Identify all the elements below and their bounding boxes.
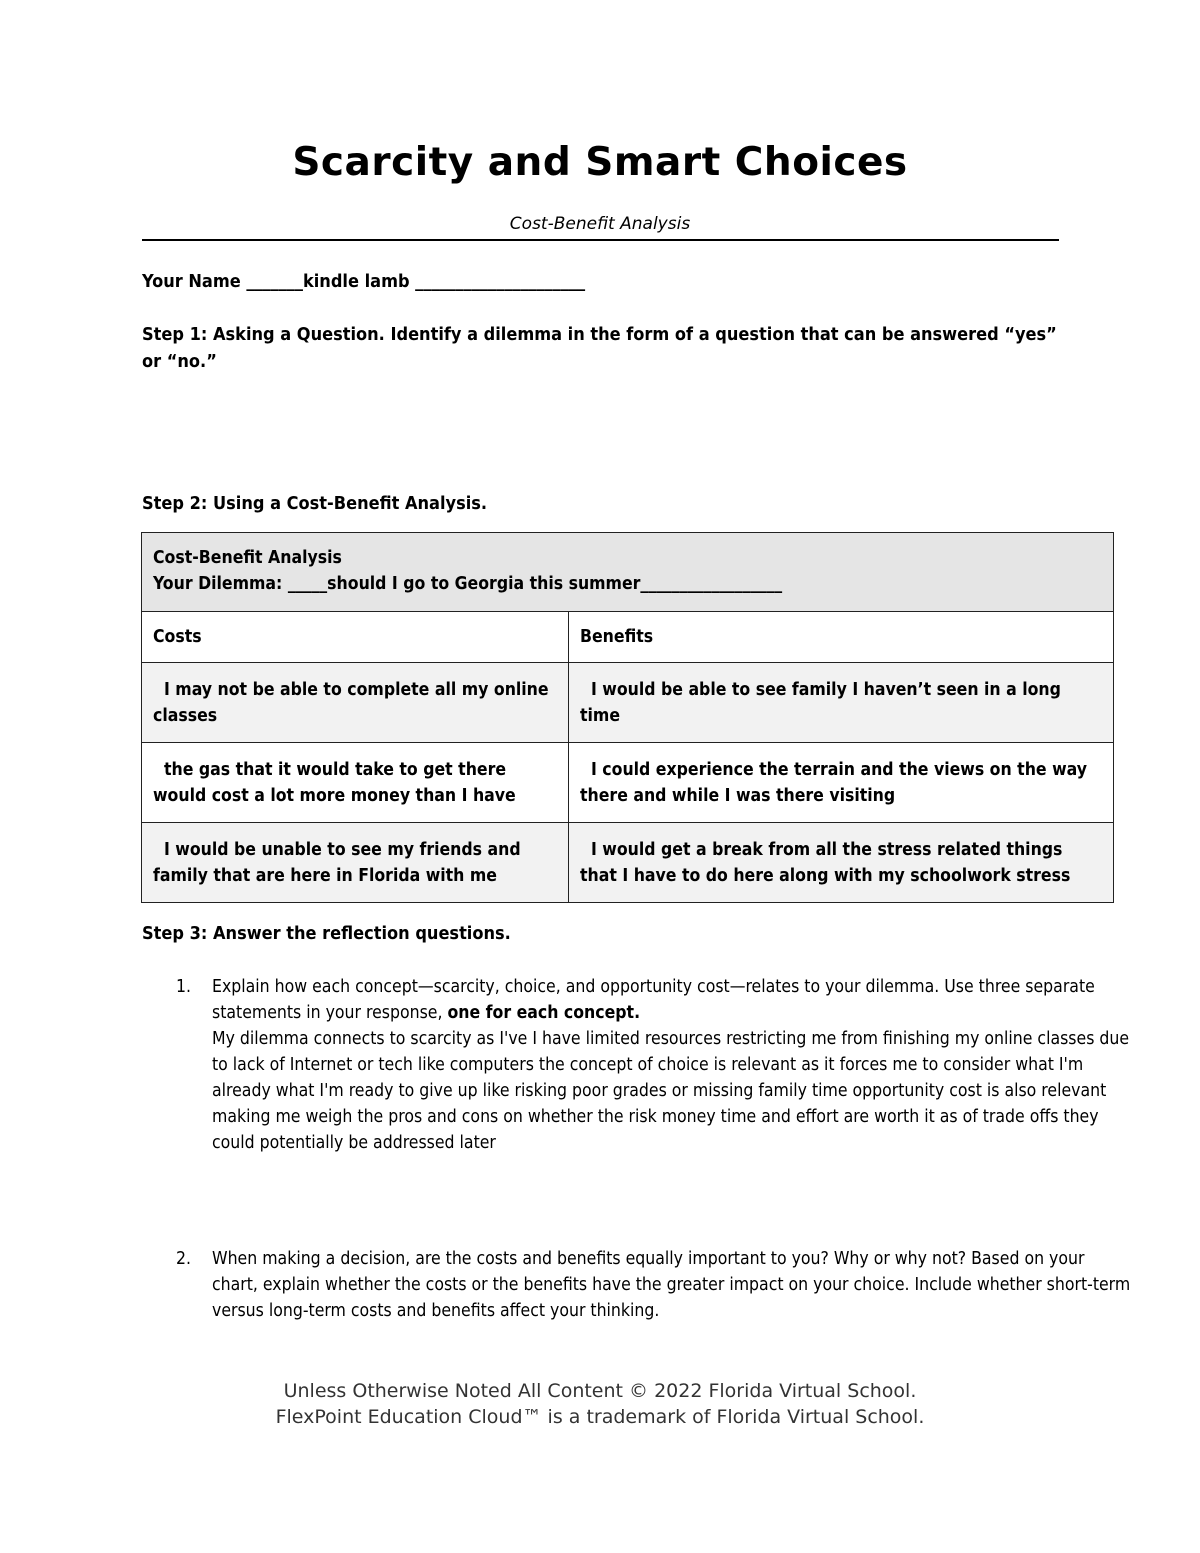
- title-divider: [142, 239, 1059, 241]
- page-subtitle: Cost-Benefit Analysis: [509, 214, 691, 234]
- dilemma-field: Your Dilemma: _____should I go to Georgia this summer__________________: [153, 574, 783, 594]
- benefit-cell: I would get a break from all the stress related things that I have to do here along with my schoolwork stress: [569, 823, 1114, 903]
- question-prompt-emphasis: one for each concept.: [447, 1003, 641, 1023]
- footer-trademark: FlexPoint Education Cloud™ is a trademark of Florida Virtual School.: [275, 1406, 925, 1428]
- table-title-row: [142, 533, 1114, 612]
- step3-heading: Step 3: Answer the reflection questions.: [142, 923, 511, 944]
- table-row: [142, 743, 1114, 823]
- benefit-cell: I could experience the terrain and the views on the way there and while I was there visiting: [569, 743, 1114, 823]
- table-header-row: [142, 612, 1114, 663]
- reflection-questions: [142, 974, 1132, 1324]
- table-title: Cost-Benefit Analysis: [153, 548, 342, 568]
- table-title-cell: [142, 533, 1114, 612]
- table-row: [142, 823, 1114, 903]
- question-item: [176, 1246, 1132, 1324]
- question-answer: My dilemma connects to scarcity as I've I have limited resources restricting me from finishing my online classes due to lack of Internet or tech like computers the concept of choice is relevant as it forces me to consider what I'm already what I'm ready to give up like risking poor grades or missing family time opportunity cost is also relevant making me weigh the pros and cons on whether the risk money time and effort are worth it as of trade offs they could potentially be addressed later: [212, 1029, 1130, 1153]
- page-footer: [0, 1378, 1200, 1430]
- question-number: 1.: [176, 977, 192, 997]
- costs-header: Costs: [142, 612, 569, 663]
- footer-copyright: Unless Otherwise Noted All Content © 2022 Florida Virtual School.: [283, 1380, 917, 1402]
- cost-cell: I would be unable to see my friends and family that are here in Florida with me: [142, 823, 569, 903]
- name-line: Your Name _______kindle lamb _____________________: [142, 271, 586, 292]
- table-row: [142, 663, 1114, 743]
- question-prompt: Explain how each concept—scarcity, choice, and opportunity cost—relates to your dilemma. Use three separate statements in your response,: [212, 977, 1095, 1023]
- step2-heading: Step 2: Using a Cost-Benefit Analysis.: [142, 493, 488, 514]
- question-prompt: When making a decision, are the costs and benefits equally important to you? Why or why not? Based on your chart, explain whether the costs or the benefits have the greater impact on your choice. Include whether short-term versus long-term costs and benefits affect your thinking.: [212, 1249, 1131, 1321]
- page-title: Scarcity and Smart Choices: [292, 140, 908, 185]
- question-number: 2.: [176, 1249, 192, 1269]
- question-item: [176, 974, 1132, 1156]
- step1-heading: Step 1: Asking a Question. Identify a dilemma in the form of a question that can be answered “yes” or “no.”: [142, 324, 1057, 372]
- benefits-header: Benefits: [569, 612, 1114, 663]
- benefit-cell: I would be able to see family I haven’t seen in a long time: [569, 663, 1114, 743]
- cost-cell: the gas that it would take to get there would cost a lot more money than I have: [142, 743, 569, 823]
- cost-cell: I may not be able to complete all my online classes: [142, 663, 569, 743]
- cost-benefit-table: [141, 532, 1114, 903]
